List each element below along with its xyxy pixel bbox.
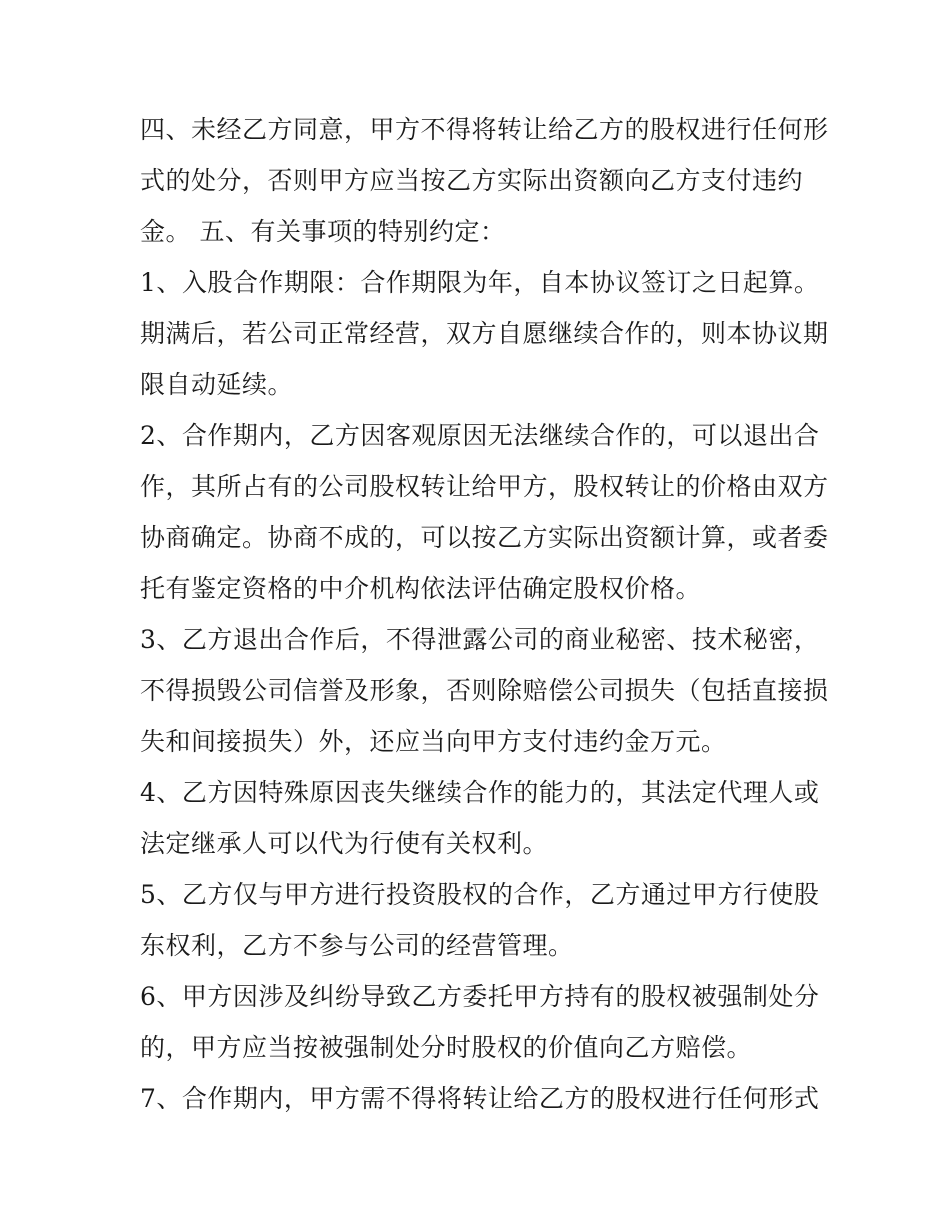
text-line-item-2-part-2: 作，其所占有的公司股权转让给甲方，股权转让的价格由双方 xyxy=(140,472,829,501)
text-line-item-2-part-4: 托有鉴定资格的中介机构依法评估确定股权价格。 xyxy=(140,574,702,603)
text-line-item-5-part-2: 东权利，乙方不参与公司的经营管理。 xyxy=(140,931,574,960)
document-body xyxy=(140,104,829,1124)
text-line-item-1-part-2: 期满后，若公司正常经营，双方自愿继续合作的，则本协议期 xyxy=(140,319,829,348)
text-line-item-6-part-2: 的，甲方应当按被强制处分时股权的价值向乙方赔偿。 xyxy=(140,1033,753,1062)
text-line-item-3-part-2: 不得损毁公司信誉及形象，否则除赔偿公司损失（包括直接损 xyxy=(140,676,829,705)
text-line-item-2-part-1: 2、合作期内，乙方因客观原因无法继续合作的，可以退出合 xyxy=(140,421,820,450)
text-line-item-2-part-3: 协商确定。协商不成的，可以按乙方实际出资额计算，或者委 xyxy=(140,523,829,552)
text-line-item-3-part-1: 3、乙方退出合作后，不得泄露公司的商业秘密、技术秘密， xyxy=(140,625,820,654)
text-line-item-7-part-1: 7、合作期内，甲方需不得将转让给乙方的股权进行任何形式 xyxy=(140,1084,820,1113)
text-line-item-4-part-2: 法定继承人可以代为行使有关权利。 xyxy=(140,829,549,858)
text-line-item-6-part-1: 6、甲方因涉及纠纷导致乙方委托甲方持有的股权被强制处分 xyxy=(140,982,820,1011)
text-line-item-5-part-1: 5、乙方仅与甲方进行投资股权的合作，乙方通过甲方行使股 xyxy=(140,880,820,909)
text-line-clause-4-end-and-section-5-heading: 金。 五、有关事项的特别约定： xyxy=(140,217,506,246)
text-line-item-4-part-1: 4、乙方因特殊原因丧失继续合作的能力的，其法定代理人或 xyxy=(140,778,820,807)
text-line-item-1-part-3: 限自动延续。 xyxy=(140,370,294,399)
text-line-clause-4-part-2: 式的处分，否则甲方应当按乙方实际出资额向乙方支付违约 xyxy=(140,166,804,195)
text-line-clause-4-part-1: 四、未经乙方同意，甲方不得将转让给乙方的股权进行任何形 xyxy=(140,115,829,144)
text-line-item-3-part-3: 失和间接损失）外，还应当向甲方支付违约金万元。 xyxy=(140,727,727,756)
text-line-item-1-part-1: 1、入股合作期限：合作期限为年，自本协议签订之日起算。 xyxy=(140,268,820,297)
